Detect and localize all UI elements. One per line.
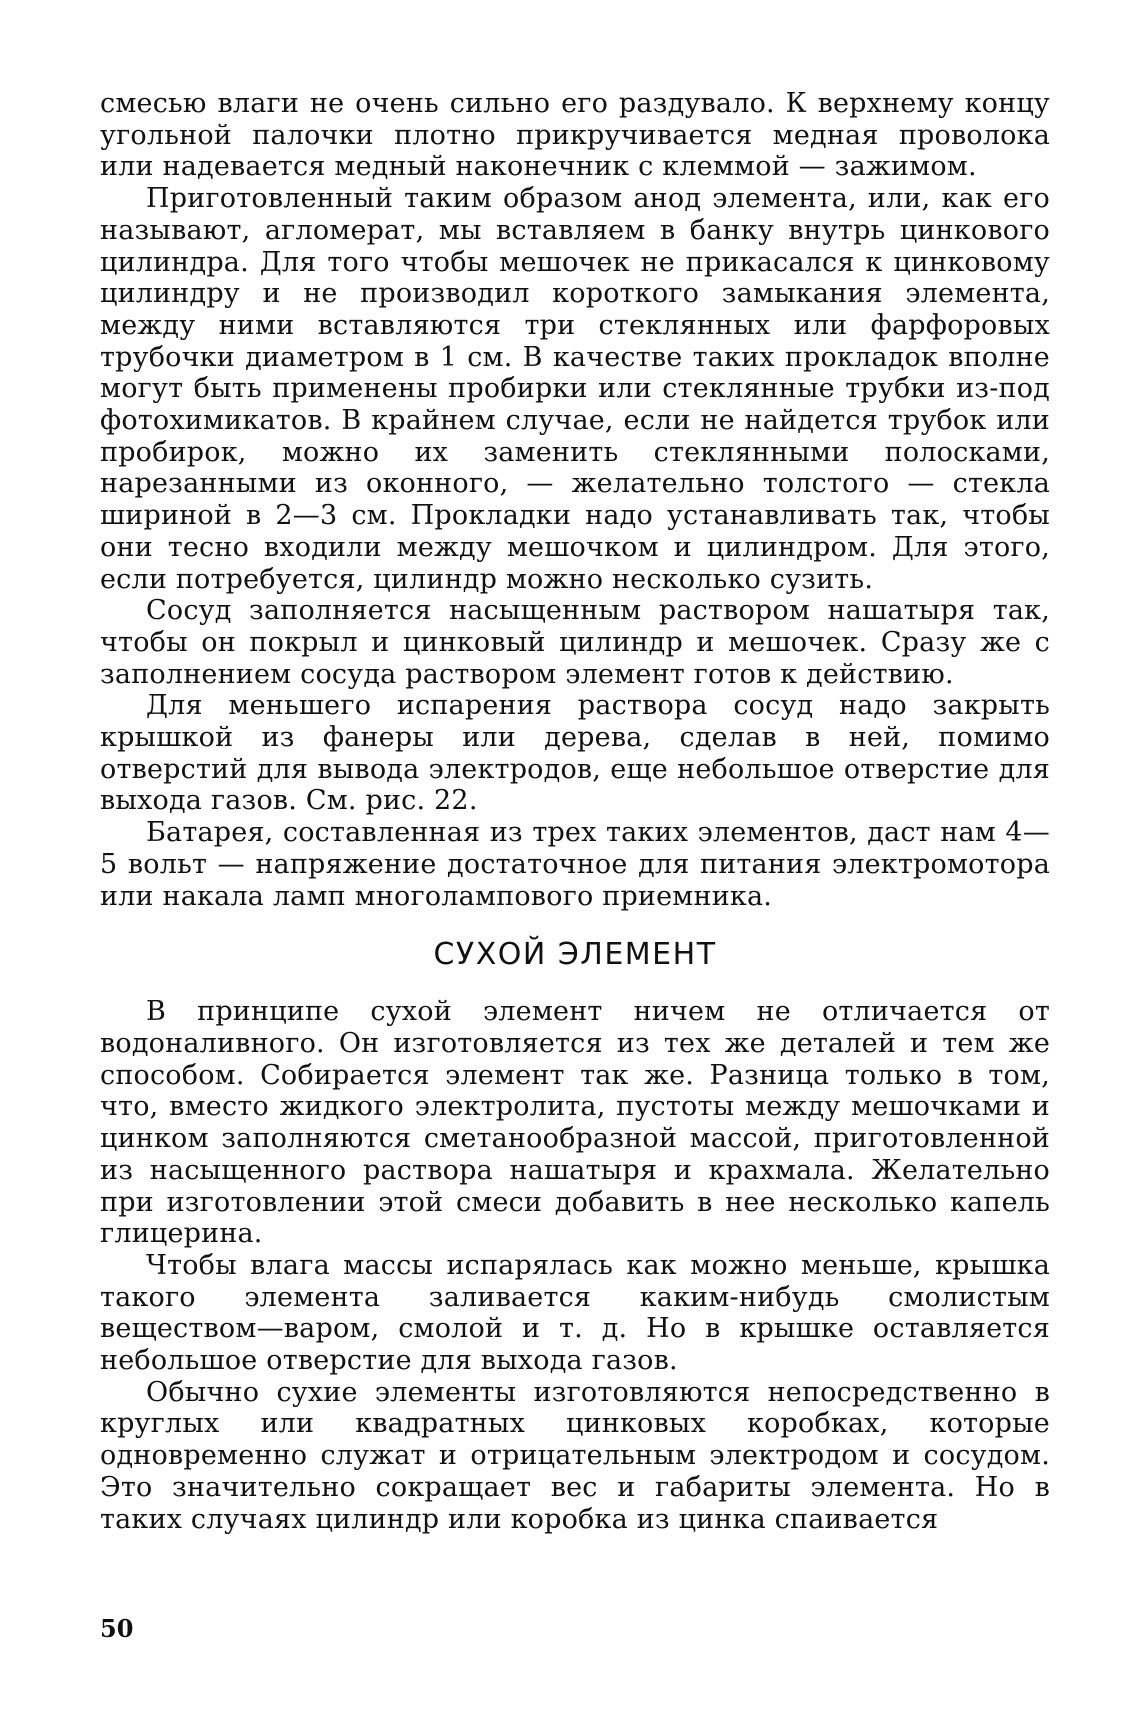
paragraph-evaporation-lid: Для меньшего испарения раствора сосуд надо закрыть крышкой из фанеры или дерева, сделав в ней, помимо отверстий для вывода электродов, еще небольшое отверстие для выхода газов. См. рис. 22.	[100, 690, 1050, 817]
paragraph-agglomerate: Приготовленный таким образом анод элемента, или, как его называют, агломерат, мы вставляем в банку внутрь цинкового цилиндра. Для того чтобы мешочек не прикасался к цинковому цилиндру и не производил короткого замыкания элемента, между ними вставляются три стеклянных или фарфоровых трубочки диаметром в 1 см. В качестве таких прокладок вполне могут быть применены пробирки или стеклянные трубки из-под фотохимикатов. В крайнем случае, если не найдется трубок или пробирок, можно их заменить стеклянными полосками, нарезанными из оконного, — желательно толстого — стекла шириной в 2—3 см. Прокладки надо устанавливать так, чтобы они тесно входили между мешочком и цилиндром. Для этого, если потребуется, цилиндр можно несколько сузить.	[100, 183, 1050, 595]
paragraph-lid-sealing: Чтобы влага массы испарялась как можно меньше, крышка такого элемента заливается каким-нибудь смолистым веществом—варом, смолой и т. д. Но в крышке оставляется небольшое отверстие для выхода газов.	[100, 1249, 1050, 1377]
paragraph-dry-element-principle: В принципе сухой элемент ничем не отличается от водоналивного. Он изготовляется из тех же деталей и тем же способом. Собирается элемент так же. Разница только в том, что, вместо жидкого электролита, пустоты между мешочками и цинком заполняются сметанообразной массой, приготовленной из насыщенного раствора нашатыря и крахмала. Желательно при изготовлении этой смеси добавить в нее несколько капель глицерина.	[100, 996, 1050, 1250]
paragraph-vessel-filling: Сосуд заполняется насыщенным раствором нашатыря так, чтобы он покрыл и цинковый цилиндр и мешочек. Сразу же с заполнением сосуда раствором элемент готов к действию.	[100, 595, 1050, 690]
section-heading: СУХОЙ ЭЛЕМЕНТ	[433, 937, 717, 973]
paragraph-continuation: смесью влаги не очень сильно его раздувало. К верхнему концу угольной палочки плотно прикручивается медная проволока или надевается медный наконечник с клеммой — зажимом.	[100, 88, 1050, 183]
page-number: 50	[100, 1614, 134, 1643]
paragraph-battery-voltage: Батарея, составленная из трех таких элементов, даст нам 4—5 вольт — напряжение достаточное для питания электромотора или накала ламп многолампового приемника.	[100, 817, 1050, 912]
page-body	[100, 88, 1050, 1535]
paragraph-zinc-boxes: Обычно сухие элементы изготовляются непосредственно в круглых или квадратных цинковых коробках, которые одновременно служат и отрицательным электродом и сосудом. Это значительно сокращает вес и габариты элемента. Но в таких случаях цилиндр или коробка из цинка спаивается	[100, 1376, 1050, 1535]
